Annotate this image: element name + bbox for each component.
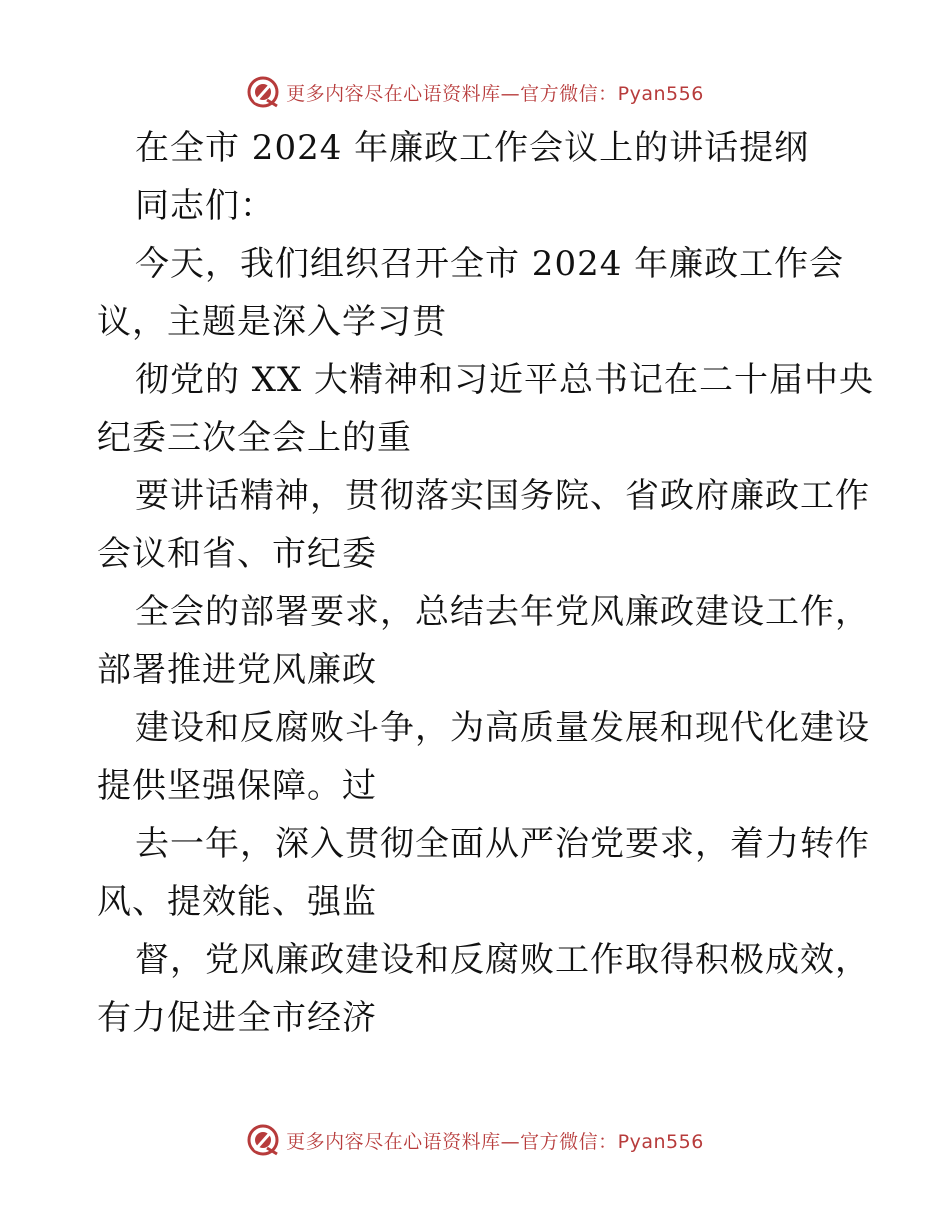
paragraph-line: 议，主题是深入学习贯: [97, 302, 447, 342]
seal-logo-icon: [246, 1123, 280, 1157]
paragraph-line: 彻党的 XX 大精神和习近平总书记在二十届中央: [135, 360, 875, 400]
watermark-text: 更多内容尽在心语资料库—官方微信：Pyan556: [286, 82, 704, 105]
paragraph-line: 去一年，深入贯彻全面从严治党要求，着力转作: [135, 824, 870, 864]
paragraph-line: 会议和省、市纪委: [97, 534, 377, 574]
paragraph-line: 全会的部署要求，总结去年党风廉政建设工作，: [135, 592, 870, 632]
paragraph-line: 督，党风廉政建设和反腐败工作取得积极成效，: [135, 940, 870, 980]
paragraph-line: 今天，我们组织召开全市 2024 年廉政工作会: [135, 244, 845, 284]
paragraph-line: 建设和反腐败斗争，为高质量发展和现代化建设: [135, 708, 870, 748]
paragraph-line: 纪委三次全会上的重: [97, 418, 412, 458]
paragraph-line: 提供坚强保障。过: [97, 766, 377, 806]
watermark-text: 更多内容尽在心语资料库—官方微信：Pyan556: [286, 1130, 704, 1153]
document-title: 在全市 2024 年廉政工作会议上的讲话提纲: [135, 128, 810, 168]
salutation: 同志们：: [135, 186, 275, 226]
header-watermark: [0, 72, 950, 112]
paragraph-line: 风、提效能、强监: [97, 882, 377, 922]
paragraph-line: 要讲话精神，贯彻落实国务院、省政府廉政工作: [135, 476, 870, 516]
paragraph-line: 部署推进党风廉政: [97, 650, 377, 690]
footer-watermark: [0, 1120, 950, 1160]
seal-logo-icon: [246, 75, 280, 109]
paragraph-line: 有力促进全市经济: [97, 998, 377, 1038]
